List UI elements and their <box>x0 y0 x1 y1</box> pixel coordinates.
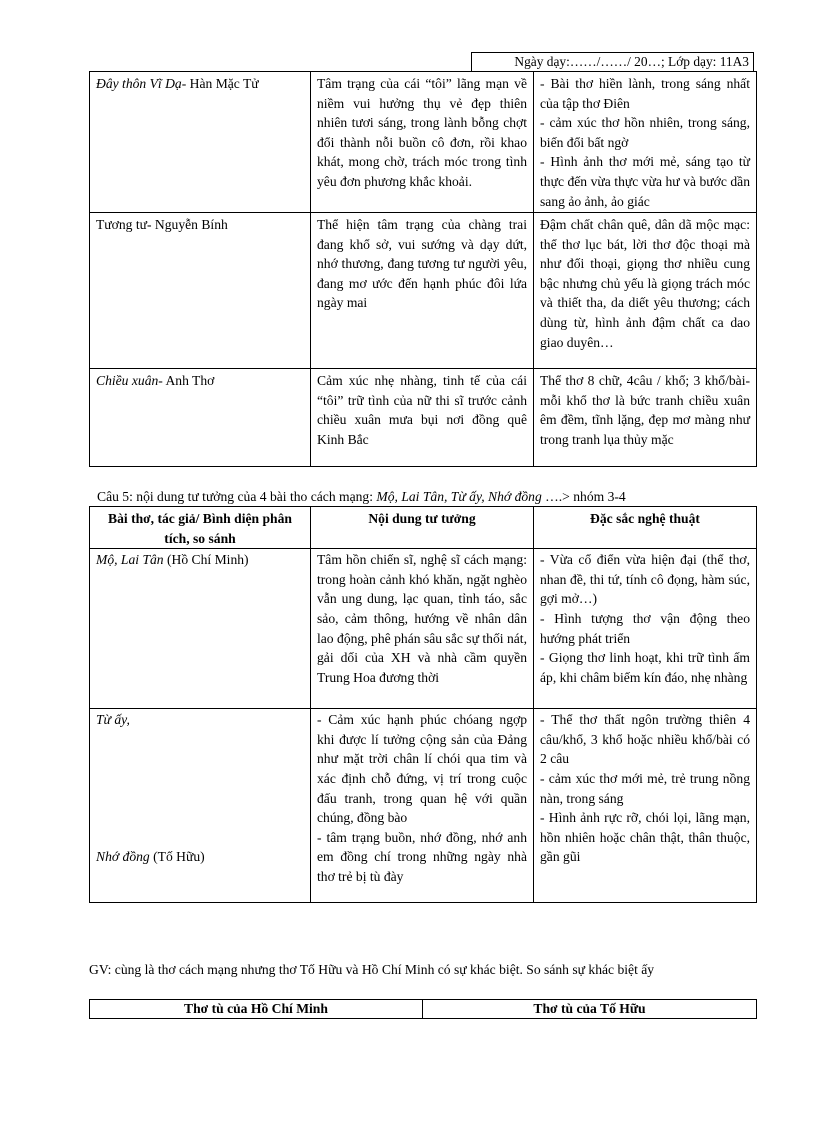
table-header-row <box>90 1000 757 1019</box>
content-item: - Cảm xúc hạnh phúc chóang ngợp khi được lí tưởng cộng sản của Đảng như mặt trời chân lí chói qua tim và xác định chỗ đứng, vị trí trong cuộc đấu tranh, trong quan hệ với quần chúng, đồng bào <box>317 712 527 826</box>
content-cell: Tâm hồn chiến sĩ, nghệ sĩ cách mạng: trong hoàn cảnh khó khăn, ngặt nghèo vẫn ung dung, lạc quan, tỉnh táo, sắc sảo, cảm thông, hướng về nhân dân lao động, phê phán sâu sắc sự thối nát, gải dối của XH và nhà cầm quyền Trung Hoa đương thời <box>311 549 534 709</box>
question-suffix: ….> nhóm 3-4 <box>541 489 626 504</box>
content-item: - tâm trạng buồn, nhớ đồng, nhớ anh em đồng chí trong những ngày nhà thơ trẻ bị tù đày <box>317 829 527 884</box>
teacher-note: GV: cùng là thơ cách mạng nhưng thơ Tố Hữu và Hồ Chí Minh có sự khác biệt. So sánh sự khác biệt ấy <box>89 962 655 977</box>
content-cell: Cảm xúc nhẹ nhàng, tinh tế của cái “tôi” trữ tình của nữ thi sĩ trước cảnh chiều xuân mưa bụi nơi đồng quê Kinh Bắc <box>311 369 534 467</box>
art-item: - Vừa cổ điển vừa hiện đại (thể thơ, nhan đề, thi tứ, tính cô đọng, hàm súc, gợi mở…) <box>540 552 750 607</box>
poem-title-cell <box>90 549 311 709</box>
art-cell <box>534 72 757 213</box>
art-item: - Giọng thơ linh hoạt, khi trữ tình ấm áp, khi châm biếm kín đáo, nhẹ nhàng <box>540 650 750 685</box>
poem-title-cell <box>90 709 311 903</box>
poem-title-cell <box>90 72 311 213</box>
poem-title: Nhớ đồng <box>96 848 150 864</box>
poem-title-cell <box>90 369 311 467</box>
poems-comparison-table-1 <box>89 71 757 467</box>
date-class-header: Ngày dạy:……/……/ 20…; Lớp dạy: 11A3 <box>471 52 754 71</box>
content-cell: Tâm trạng của cái “tôi” lãng mạn về niềm vui hưởng thụ vẻ đẹp thiên nhiên tươi sáng, trong lành bỗng chợt đổi thành nỗi buồn cô đơn, rồi khao khát, mong chờ, trách móc trong tình yêu đơn phương khắc khoải. <box>311 72 534 213</box>
art-cell <box>534 709 757 903</box>
art-item: - Hình ảnh thơ mới mẻ, sáng tạo từ thực đến vừa thực vừa hư và bước dần sang ảo ảnh, ảo giác <box>540 154 750 209</box>
column-header: Thơ tù của Tố Hữu <box>423 1000 757 1019</box>
art-cell: Thể thơ 8 chữ, 4câu / khổ; 3 khổ/bài- mỗi khổ thơ là bức tranh chiều xuân êm đềm, tĩnh lặng, đẹp mơ màng như trong tranh lụa thủy mặc <box>534 369 757 467</box>
question-5-heading <box>97 487 756 507</box>
art-item: - Hình ảnh rực rỡ, chói lọi, lãng mạn, hồn nhiên hoặc chân thật, thân thuộc, gần gũi <box>540 810 750 865</box>
column-header: Nội dung tư tưởng <box>311 507 534 549</box>
prison-poetry-comparison-table <box>89 999 757 1019</box>
question-poem-titles: Mộ, Lai Tân, Từ ấy, Nhớ đồng <box>376 489 542 504</box>
art-cell <box>534 549 757 709</box>
poem-author: (Tố Hữu) <box>149 848 205 864</box>
art-item: - Bài thơ hiền lành, trong sáng nhất của tập thơ Điên <box>540 76 750 111</box>
revolutionary-poems-table <box>89 506 757 903</box>
column-header: Bài thơ, tác giả/ Bình diện phân tích, so sánh <box>90 507 311 549</box>
table-row <box>90 72 757 213</box>
poem-title: Chiều xuân <box>96 373 159 388</box>
poem-author: - Anh Thơ <box>158 373 215 388</box>
column-header: Đặc sắc nghệ thuật <box>534 507 757 549</box>
art-item: - cảm xúc thơ mới mẻ, trẻ trung nồng nàn, trong sáng <box>540 770 750 806</box>
art-item: - Hình tượng thơ vận động theo hướng phát triển <box>540 610 750 646</box>
question-prefix: Câu 5: nội dung tư tưởng của 4 bài tho cách mạng: <box>97 489 377 504</box>
art-item: - cảm xúc thơ hồn nhiên, trong sáng, biến đổi bất ngờ <box>540 115 750 150</box>
poem-title-cell: Tương tư- Nguyễn Bính <box>90 213 311 369</box>
table-header-row <box>90 507 757 549</box>
poem-title: Đây thôn Vĩ Dạ <box>96 76 182 91</box>
table-row <box>90 709 757 903</box>
table-row <box>90 369 757 467</box>
poem-title: Mộ, Lai Tân <box>96 552 164 568</box>
column-header: Thơ tù của Hồ Chí Minh <box>90 1000 423 1019</box>
poem-author: (Hồ Chí Minh) <box>163 552 249 568</box>
art-cell: Đậm chất chân quê, dân dã mộc mạc: thể thơ lục bát, lời thơ độc thoại mà như đối thoại, giọng thơ nhiều cung bậc nhưng chủ yếu là giọng trách móc và thiết tha, da diết yêu thương; cách dùng từ, hình ảnh đậm chất ca dao giao duyên… <box>534 213 757 369</box>
poem-author: - Hàn Mặc Tử <box>181 76 259 91</box>
content-cell: Thể hiện tâm trạng của chàng trai đang khổ sở, vui sướng và dạy dứt, nhớ thương, đang tương tư người yêu, đang mơ ước đến hạnh phúc đôi lứa ngày mai <box>311 213 534 369</box>
poem-title-2 <box>96 847 304 867</box>
table-row <box>90 549 757 709</box>
content-cell <box>311 709 534 903</box>
table-row <box>90 213 757 369</box>
art-item: - Thể thơ thất ngôn trường thiên 4 câu/khổ, 3 khổ hoặc nhiều khổ/bài có 2 câu <box>540 712 750 767</box>
poem-title: Từ ấy, <box>96 712 130 728</box>
